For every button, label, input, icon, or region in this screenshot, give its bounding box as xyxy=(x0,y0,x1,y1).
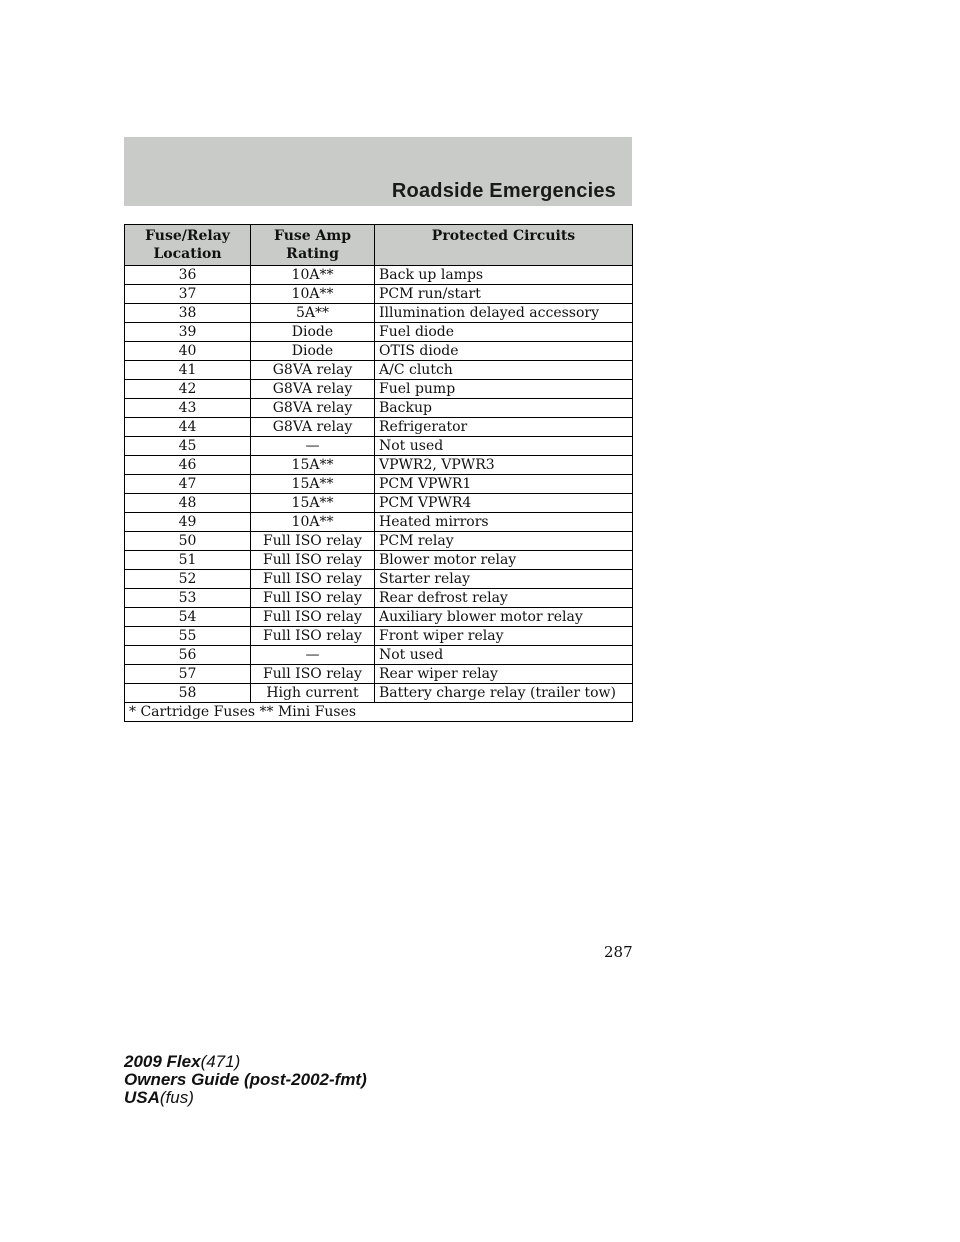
cell-circuit: VPWR2, VPWR3 xyxy=(375,456,633,475)
column-header-rating: Fuse Amp Rating xyxy=(251,225,375,266)
cell-location: 48 xyxy=(125,494,251,513)
cell-rating: G8VA relay xyxy=(251,399,375,418)
cell-location: 42 xyxy=(125,380,251,399)
table-row xyxy=(125,665,633,684)
cell-rating: Full ISO relay xyxy=(251,570,375,589)
section-header-band xyxy=(124,137,632,206)
table-footnote: * Cartridge Fuses ** Mini Fuses xyxy=(125,703,633,722)
cell-circuit: Refrigerator xyxy=(375,418,633,437)
cell-rating: Full ISO relay xyxy=(251,665,375,684)
footer-guide: Owners Guide (post-2002-fmt) xyxy=(124,1070,367,1089)
cell-circuit: Auxiliary blower motor relay xyxy=(375,608,633,627)
footer-model-line xyxy=(124,1053,367,1071)
table-row xyxy=(125,456,633,475)
cell-location: 39 xyxy=(125,323,251,342)
cell-rating: Full ISO relay xyxy=(251,608,375,627)
document-footer xyxy=(124,1053,367,1107)
table-row xyxy=(125,361,633,380)
fuse-relay-table xyxy=(124,224,633,722)
cell-location: 54 xyxy=(125,608,251,627)
table-row xyxy=(125,399,633,418)
cell-location: 43 xyxy=(125,399,251,418)
cell-rating: G8VA relay xyxy=(251,380,375,399)
cell-rating: — xyxy=(251,437,375,456)
cell-location: 40 xyxy=(125,342,251,361)
cell-rating: G8VA relay xyxy=(251,418,375,437)
cell-location: 50 xyxy=(125,532,251,551)
cell-rating: 15A** xyxy=(251,456,375,475)
cell-location: 41 xyxy=(125,361,251,380)
cell-circuit: Battery charge relay (trailer tow) xyxy=(375,684,633,703)
table-row xyxy=(125,380,633,399)
cell-circuit: Illumination delayed accessory xyxy=(375,304,633,323)
cell-rating: Diode xyxy=(251,323,375,342)
cell-rating: 10A** xyxy=(251,285,375,304)
footnote-row xyxy=(125,703,633,722)
cell-location: 52 xyxy=(125,570,251,589)
cell-rating: Full ISO relay xyxy=(251,532,375,551)
cell-location: 47 xyxy=(125,475,251,494)
cell-circuit: Starter relay xyxy=(375,570,633,589)
cell-location: 36 xyxy=(125,266,251,285)
table-row xyxy=(125,323,633,342)
footer-model-code: (471) xyxy=(200,1052,241,1071)
cell-circuit: Fuel pump xyxy=(375,380,633,399)
cell-location: 57 xyxy=(125,665,251,684)
cell-circuit: Fuel diode xyxy=(375,323,633,342)
cell-location: 58 xyxy=(125,684,251,703)
cell-rating: Full ISO relay xyxy=(251,551,375,570)
cell-circuit: Rear defrost relay xyxy=(375,589,633,608)
cell-location: 51 xyxy=(125,551,251,570)
cell-location: 37 xyxy=(125,285,251,304)
cell-location: 46 xyxy=(125,456,251,475)
cell-circuit: A/C clutch xyxy=(375,361,633,380)
cell-circuit: Front wiper relay xyxy=(375,627,633,646)
cell-location: 56 xyxy=(125,646,251,665)
cell-rating: 15A** xyxy=(251,494,375,513)
table-row xyxy=(125,589,633,608)
table-row xyxy=(125,304,633,323)
table-row xyxy=(125,342,633,361)
table-row xyxy=(125,285,633,304)
cell-circuit: Heated mirrors xyxy=(375,513,633,532)
section-title: Roadside Emergencies xyxy=(391,180,616,202)
table-row xyxy=(125,551,633,570)
footer-model: 2009 Flex xyxy=(124,1052,201,1071)
cell-location: 45 xyxy=(125,437,251,456)
cell-location: 49 xyxy=(125,513,251,532)
column-header-location: Fuse/Relay Location xyxy=(125,225,251,266)
footer-market-code: (fus) xyxy=(159,1088,194,1107)
table-row xyxy=(125,532,633,551)
cell-rating: 5A** xyxy=(251,304,375,323)
cell-circuit: Not used xyxy=(375,437,633,456)
cell-location: 44 xyxy=(125,418,251,437)
cell-rating: 15A** xyxy=(251,475,375,494)
table-row xyxy=(125,627,633,646)
cell-location: 53 xyxy=(125,589,251,608)
column-header-circuits: Protected Circuits xyxy=(375,225,633,266)
table-row xyxy=(125,608,633,627)
cell-circuit: PCM VPWR1 xyxy=(375,475,633,494)
cell-rating: High current xyxy=(251,684,375,703)
table-row xyxy=(125,266,633,285)
cell-circuit: PCM run/start xyxy=(375,285,633,304)
table-row xyxy=(125,475,633,494)
table-row xyxy=(125,684,633,703)
cell-rating: 10A** xyxy=(251,513,375,532)
table-row xyxy=(125,437,633,456)
cell-location: 38 xyxy=(125,304,251,323)
cell-circuit: Back up lamps xyxy=(375,266,633,285)
cell-circuit: OTIS diode xyxy=(375,342,633,361)
cell-rating: Full ISO relay xyxy=(251,589,375,608)
cell-circuit: Not used xyxy=(375,646,633,665)
table-row xyxy=(125,570,633,589)
footer-market-line xyxy=(124,1089,367,1107)
table-row xyxy=(125,494,633,513)
table-header-row xyxy=(125,225,633,266)
page-number: 287 xyxy=(604,943,633,961)
cell-circuit: Backup xyxy=(375,399,633,418)
cell-circuit: Rear wiper relay xyxy=(375,665,633,684)
cell-circuit: Blower motor relay xyxy=(375,551,633,570)
cell-location: 55 xyxy=(125,627,251,646)
cell-rating: 10A** xyxy=(251,266,375,285)
table-row xyxy=(125,418,633,437)
footer-market: USA xyxy=(124,1088,160,1107)
cell-circuit: PCM relay xyxy=(375,532,633,551)
cell-rating: Diode xyxy=(251,342,375,361)
cell-rating: — xyxy=(251,646,375,665)
table-row xyxy=(125,646,633,665)
cell-circuit: PCM VPWR4 xyxy=(375,494,633,513)
table-row xyxy=(125,513,633,532)
cell-rating: G8VA relay xyxy=(251,361,375,380)
cell-rating: Full ISO relay xyxy=(251,627,375,646)
